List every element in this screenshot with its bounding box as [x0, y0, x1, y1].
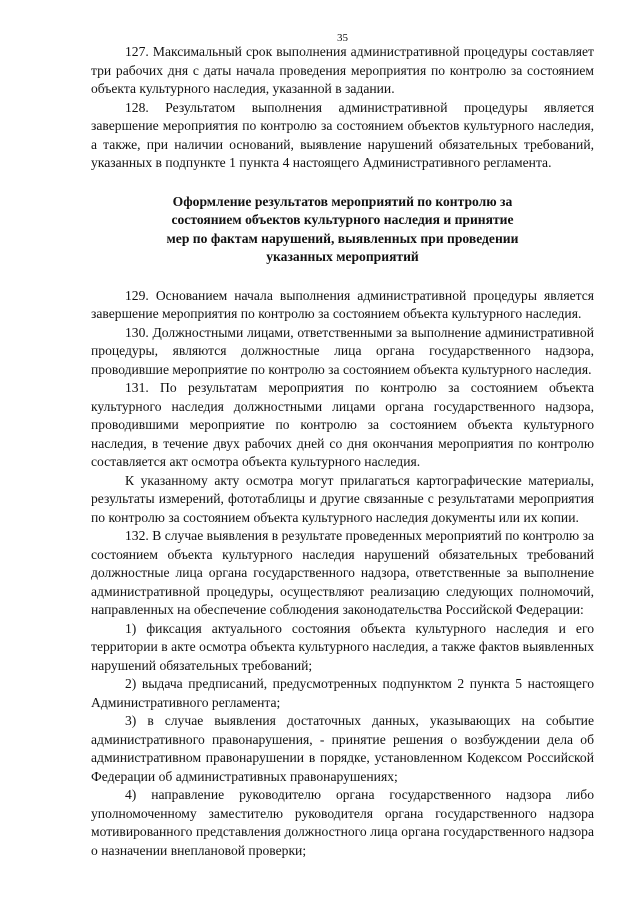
- section-heading: Оформление результатов мероприятий по контролю за состоянием объектов культурного наследия и принятие мер по фактам нарушений, выявленных при проведении указанных мероприятий: [166, 193, 519, 264]
- page-number: 35: [337, 32, 348, 44]
- list-item-3: 3) в случае выявления достаточных данных, указывающих на событие административного правонарушения, - принятие решения о возбуждении дела об административном правонарушении в порядке, установленном Кодексом Российской Федерации об административных правонарушениях;: [91, 713, 594, 784]
- paragraph-131: 131. По результатам мероприятия по контролю за состоянием объекта культурного наследия должностными лицами органа государственного надзора, проводившими мероприятие по контролю за состоянием объекта культурного наследия, в течение двух рабочих дней со дня окончания мероприятия по контролю составляется акт осмотра объекта культурного наследия.: [91, 380, 594, 469]
- paragraph-127: 127. Максимальный срок выполнения административной процедуры составляет три рабочих дня с даты начала проведения мероприятия по контролю за состоянием объекта культурного наследия, указанной в задании.: [91, 44, 594, 96]
- paragraph-131-attachments: К указанному акту осмотра могут прилагаться картографические материалы, результаты измерений, фототаблицы и другие связанные с результатами мероприятия по контролю за состоянием объекта культурного наследия документы или их копии.: [91, 472, 594, 525]
- list-item-2: 2) выдача предписаний, предусмотренных подпунктом 2 пункта 5 настоящего Административного регламента;: [91, 676, 594, 710]
- paragraph-130: 130. Должностными лицами, ответственными за выполнение административной процедуры, являются должностные лица органа государственного надзора, проводившие мероприятие по контролю за состоянием объекта культурного наследия.: [91, 324, 594, 377]
- list-item-4: 4) направление руководителю органа государственного надзора либо уполномоченному заместителю руководителя органа государственного надзора мотивированного представления должностного лица органа государственного надзора о назначении внеплановой проверки;: [91, 787, 594, 858]
- paragraph-128: 128. Результатом выполнения административной процедуры является завершение мероприятия по контролю за состоянием объектов культурного наследия, а также, при наличии оснований, выявление нарушений обязательных требований, указанных в подпункте 1 пункта 4 настоящего Административного регламента.: [91, 99, 594, 170]
- list-item-1: 1) фиксация актуального состояния объекта культурного наследия и его территории в акте осмотра объекта культурного наследия, а также фактов выявленных нарушений обязательных требований;: [91, 620, 594, 673]
- paragraph-129: 129. Основанием начала выполнения административной процедуры является завершение мероприятия по контролю за состоянием объекта культурного наследия.: [91, 287, 594, 321]
- document-body: [91, 43, 594, 860]
- paragraph-132: 132. В случае выявления в результате проведенных мероприятий по контролю за состоянием объекта культурного наследия нарушений обязательных требований должностные лица органа государственного надзора, ответственные за выполнение административной процедуры, осуществляют реализацию следующих полномочий, направленных на обеспечение соблюдения законодательства Российской Федерации:: [91, 528, 594, 617]
